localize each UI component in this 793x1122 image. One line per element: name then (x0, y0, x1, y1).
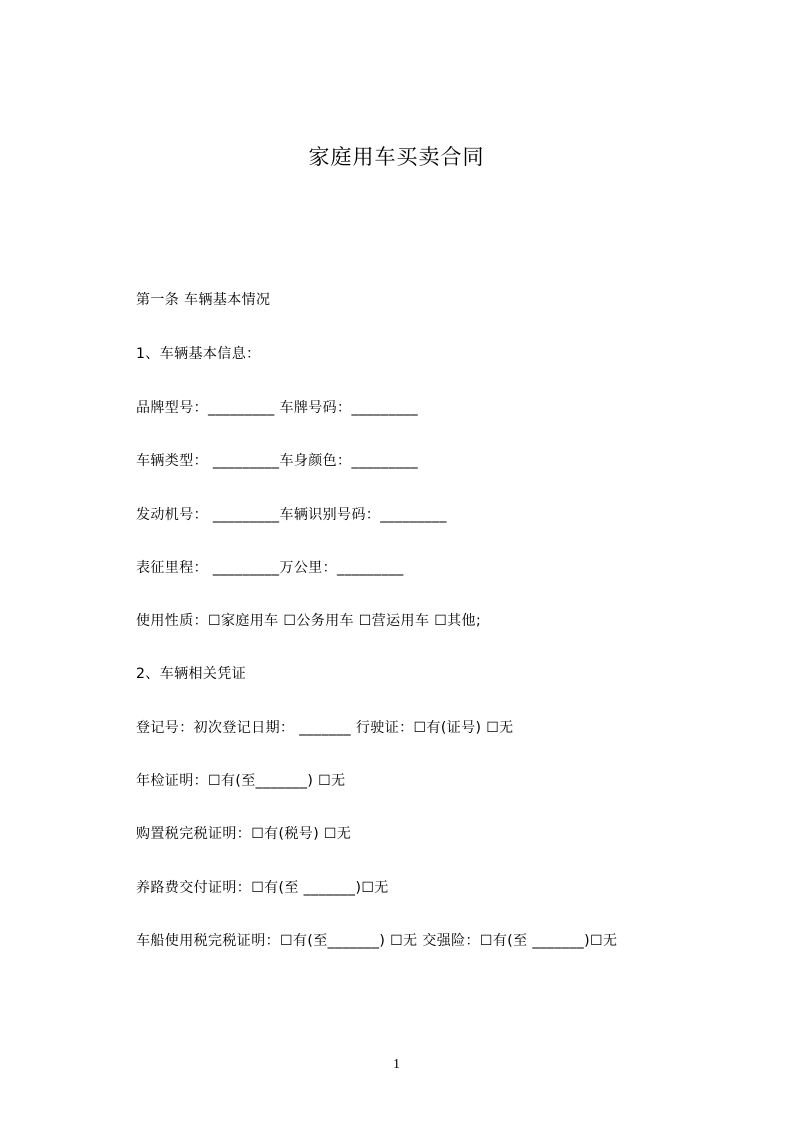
field-mileage: 表征里程： _________万公里：_________ (136, 560, 404, 576)
section-heading-documents: 2、车辆相关凭证 (136, 666, 247, 682)
section-heading-vehicle-info: 1、车辆基本信息： (136, 346, 261, 362)
article-heading: 第一条 车辆基本情况 (136, 292, 271, 308)
field-purchase-tax: 购置税完税证明：☐有(税号) ☐无 (136, 826, 352, 842)
field-usage-type: 使用性质：☐家庭用车 ☐公务用车 ☐营运用车 ☐其他; (136, 613, 482, 629)
field-vessel-tax-insurance: 车船使用税完税证明：☐有(至_______) ☐无 交强险：☐有(至 _______)☐无 (136, 933, 618, 949)
field-road-fee: 养路费交付证明：☐有(至 _______)☐无 (136, 880, 389, 896)
document-title: 家庭用车买卖合同 (308, 145, 485, 169)
field-registration-license: 登记号：初次登记日期： _______ 行驶证：☐有(证号) ☐无 (136, 720, 514, 736)
field-type-color: 车辆类型： _________车身颜色：_________ (136, 453, 419, 469)
field-engine-vin: 发动机号： _________车辆识别号码：_________ (136, 507, 447, 523)
field-brand-plate: 品牌型号：_________ 车牌号码：_________ (136, 400, 419, 416)
page-number: 1 (393, 1057, 400, 1072)
field-annual-inspection: 年检证明：☐有(至_______) ☐无 (136, 773, 346, 789)
